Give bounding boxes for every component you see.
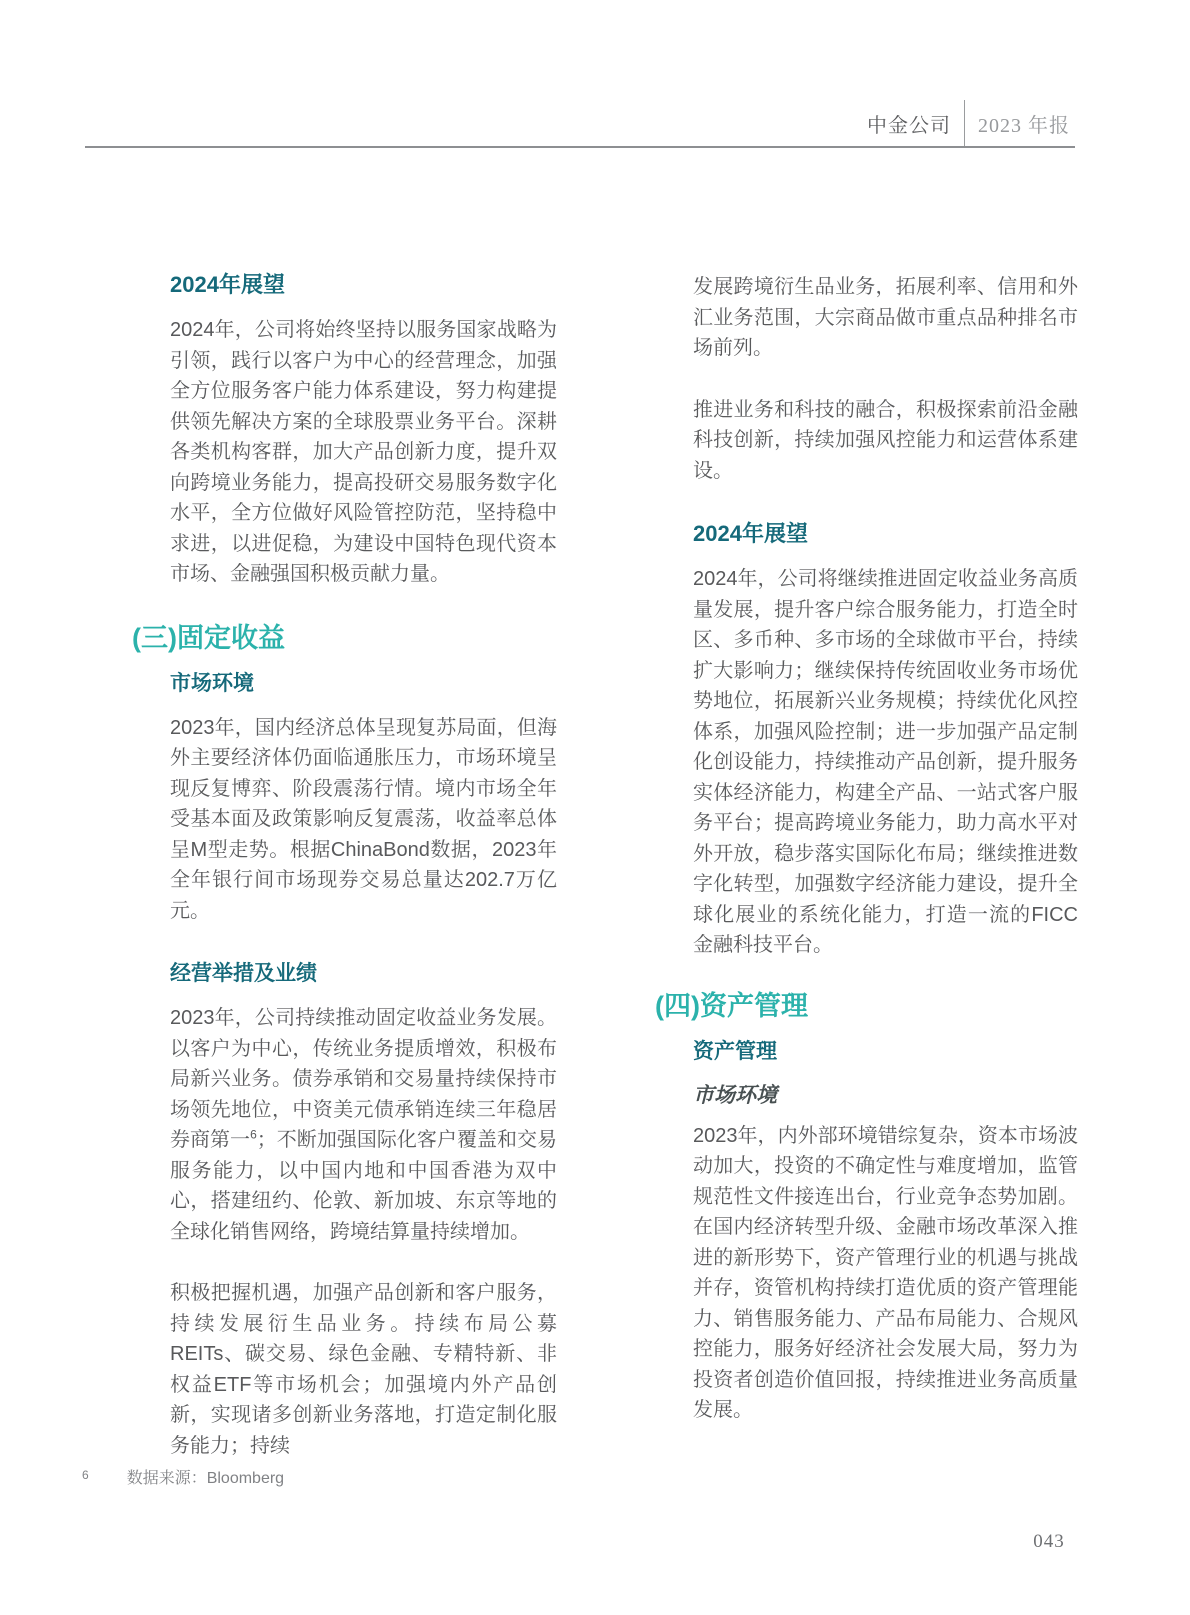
outlook-2024-paragraph-right: 2024年，公司将继续推进固定收益业务高质量发展，提升客户综合服务能力，打造全时区、多币种、多市场的全球做市平台，持续扩大影响力；继续保持传统固收业务市场优势地位，拓展新兴业务规模；持续优化风控体系，加强风险控制；进一步加强产品定制化创设能力，持续推动产品创新，提升服务实体经济能力，构建全产品、一站式客户服务平台；提高跨境业务能力，助力高水平对外开放，稳步落实国际化布局；继续推进数字化转型，加强数字经济能力建设，提升全球化展业的系统化能力，打造一流的FICC金融科技平台。 <box>693 568 1078 956</box>
market-environment-italic-heading: 市场环境 <box>693 1082 777 1107</box>
page-number: 043 <box>1033 1531 1065 1552</box>
outlook-2024-heading-left: 2024年展望 <box>170 272 285 297</box>
section-4-asset-management-heading: (四)资产管理 <box>655 990 808 1021</box>
market-environment-heading-left: 市场环境 <box>170 671 254 695</box>
footnote-marker: 6 <box>82 1468 89 1482</box>
page-header <box>867 100 1070 146</box>
operations-paragraph-1-text-a: 2023年，公司持续推动固定收益业务发展。以客户为中心，传统业务提质增效，积极布局新兴业务。债券承销和交易量持续保持市场领先地位，中资美元债承销连续三年稳居券商第一 <box>170 1007 557 1151</box>
footnote <box>82 1468 284 1490</box>
outlook-2024-heading-right: 2024年展望 <box>693 521 808 546</box>
company-name: 中金公司 <box>867 114 951 137</box>
section-3-fixed-income-heading: (三)固定收益 <box>132 622 285 653</box>
operations-paragraph-1 <box>170 1003 557 1247</box>
operations-paragraph-2: 积极把握机遇，加强产品创新和客户服务，持续发展衍生品业务。持续布局公募REITs、碳交易、绿色金融、专精特新、非权益ETF等市场机会；加强境内外产品创新，实现诸多创新业务落地，打造定制化服务能力；持续 <box>170 1282 557 1457</box>
footnote-source-text: 数据来源：Bloomberg <box>126 1470 285 1487</box>
footnote-reference-6: 6 <box>250 1127 257 1142</box>
market-environment-paragraph-right: 2023年，内外部环境错综复杂，资本市场波动加大，投资的不确定性与难度增加，监管规范性文件接连出台，行业竞争态势加剧。在国内经济转型升级、金融市场改革深入推进的新形势下，资产管理行业的机遇与挑战并存，资管机构持续打造优质的资产管理能力、销售服务能力、产品布局能力、合规风控能力，服务好经济社会发展大局，努力为投资者创造价值回报，持续推进业务高质量发展。 <box>693 1124 1078 1421</box>
header-divider <box>964 100 965 146</box>
right-column <box>655 272 1078 1426</box>
outlook-2024-paragraph-left: 2024年，公司将始终坚持以服务国家战略为引领，践行以客户为中心的经营理念，加强全方位服务客户能力体系建设，努力构建提供领先解决方案的全球股票业务平台。深耕各类机构客群，加大产品创新力度，提升双向跨境业务能力，提高投研交易服务数字化水平，全方位做好风险管控防范，坚持稳中求进，以进促稳，为建设中国特色现代资本市场、金融强国积极贡献力量。 <box>170 319 557 585</box>
operations-results-heading: 经营举措及业绩 <box>170 962 317 985</box>
report-year-label: 2023 年报 <box>978 114 1070 137</box>
left-column <box>132 272 558 1461</box>
operations-paragraph-1-text-b: ；不断加强国际化客户覆盖和交易服务能力，以中国内地和中国香港为双中心，搭建纽约、伦敦、新加坡、东京等地的全球化销售网络，跨境结算量持续增加。 <box>170 1129 558 1243</box>
continued-paragraph-1: 发展跨境衍生品业务，拓展利率、信用和外汇业务范围，大宗商品做市重点品种排名市场前列。 <box>693 276 1078 359</box>
asset-management-subheading: 资产管理 <box>693 1039 777 1063</box>
continued-paragraph-2: 推进业务和科技的融合，积极探索前沿金融科技创新，持续加强风控能力和运营体系建设。 <box>693 398 1078 482</box>
market-environment-paragraph-left: 2023年，国内经济总体呈现复苏局面，但海外主要经济体仍面临通胀压力，市场环境呈现反复博弈、阶段震荡行情。境内市场全年受基本面及政策影响反复震荡，收益率总体呈M型走势。根据ChinaBond数据，2023年全年银行间市场现券交易总量达202.7万亿元。 <box>170 716 557 922</box>
header-rule <box>85 146 1075 148</box>
